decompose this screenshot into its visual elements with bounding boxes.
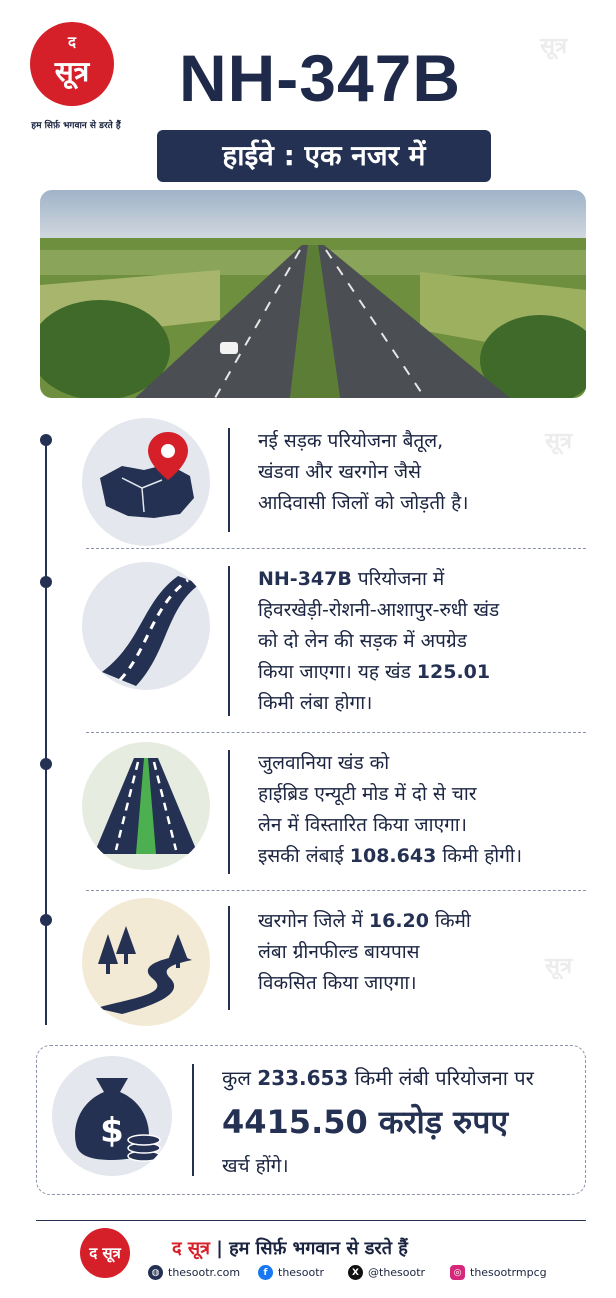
footer-brand <box>172 1236 408 1260</box>
map-pin-icon <box>82 418 210 546</box>
cost-end: खर्च होंगे। <box>222 1155 289 1177</box>
item-line: इसकी लंबाई <box>258 845 344 867</box>
length-value: 16.20 <box>368 910 429 932</box>
facebook-link[interactable] <box>258 1265 324 1280</box>
trees-road-icon <box>82 898 210 1026</box>
footer-separator: | <box>216 1238 223 1259</box>
timeline-dot <box>40 576 52 588</box>
highway-photo <box>40 190 586 398</box>
item-2-text <box>258 564 598 719</box>
page-subtitle: हाईवे : एक नजर में <box>157 130 491 182</box>
cost-amount: 4415.50 करोड़ रुपए <box>222 1103 509 1141</box>
length-value: 108.643 <box>349 845 437 867</box>
timeline-dot <box>40 758 52 770</box>
footer-logo: द सूत्र <box>80 1228 130 1278</box>
instagram-icon: ◎ <box>450 1265 465 1280</box>
x-text: @thesootr <box>368 1266 426 1279</box>
item-line: किमी <box>435 910 471 932</box>
item-line: लेन में विस्तारित किया जाएगा। <box>258 814 467 836</box>
total-length: 233.653 <box>257 1066 349 1090</box>
x-link[interactable] <box>348 1265 425 1280</box>
item-separator <box>86 548 586 549</box>
curved-road-icon <box>82 562 210 690</box>
website-text: thesootr.com <box>168 1266 241 1279</box>
item-line: किमी लंबा होगा। <box>258 692 373 714</box>
brand-tagline: हम सिर्फ़ भगवान से डरते हैं <box>31 121 121 131</box>
item-1-text <box>258 426 598 519</box>
logo-letter: द <box>68 33 76 51</box>
item-line: किया जाएगा। यह खंड <box>258 661 411 683</box>
item-line: लंबा ग्रीनफील्ड बायपास <box>258 941 420 963</box>
item-line: नई सड़क परियोजना बैतूल, <box>258 430 444 452</box>
logo-word: सूत्र <box>54 55 90 88</box>
timeline-line <box>45 440 47 1025</box>
item-line: हिवरखेड़ी-रोशनी-आशापुर-रुधी खंड <box>258 599 500 621</box>
item-3-text <box>258 748 598 872</box>
watermark: सूत्र <box>540 34 568 59</box>
timeline-dot <box>40 434 52 446</box>
brand-logo <box>30 22 114 106</box>
cost-prefix: कुल <box>222 1066 251 1090</box>
facebook-icon: f <box>258 1265 273 1280</box>
item-divider <box>228 750 230 874</box>
website-link[interactable] <box>148 1265 240 1280</box>
watermark: सूत्र <box>545 429 573 454</box>
item-4-text <box>258 906 598 999</box>
globe-icon: ◍ <box>148 1265 163 1280</box>
item-line: विकसित किया जाएगा। <box>258 972 417 994</box>
x-icon: X <box>348 1265 363 1280</box>
item-divider <box>228 428 230 532</box>
item-line: आदिवासी जिलों को जोड़ती है। <box>258 492 469 514</box>
footer-divider <box>36 1220 586 1221</box>
item-line: हाईब्रिड एन्यूटी मोड में दो से चार <box>258 783 477 805</box>
item-line: खंडवा और खरगोन जैसे <box>258 461 421 483</box>
item-line: को दो लेन की सड़क में अपग्रेड <box>258 630 467 652</box>
cost-divider <box>192 1064 194 1176</box>
cost-line-1 <box>222 1064 534 1091</box>
item-line: खरगोन जिले में <box>258 910 363 932</box>
item-line: जुलवानिया खंड को <box>258 752 390 774</box>
facebook-text: thesootr <box>278 1266 325 1279</box>
item-line: परियोजना में <box>351 568 445 590</box>
item-separator <box>86 890 586 891</box>
money-bag-icon <box>52 1056 172 1176</box>
project-name: NH-347B <box>258 568 352 590</box>
item-divider <box>228 566 230 716</box>
item-separator <box>86 732 586 733</box>
item-divider <box>228 906 230 1010</box>
item-line: किमी होगी। <box>442 845 523 867</box>
instagram-text: thesootrmpcg <box>470 1266 547 1279</box>
cost-suffix: किमी लंबी परियोजना पर <box>354 1066 534 1090</box>
instagram-link[interactable] <box>450 1265 547 1280</box>
footer-tagline: हम सिर्फ़ भगवान से डरते हैं <box>229 1238 408 1259</box>
watermark: सूत्र <box>545 954 573 979</box>
timeline-dot <box>40 914 52 926</box>
straight-road-icon <box>82 742 210 870</box>
length-value: 125.01 <box>416 661 491 683</box>
footer-brand-name: द सूत्र <box>172 1238 210 1259</box>
page-title: NH-347B <box>178 41 462 115</box>
svg-text:$: $ <box>100 1111 124 1151</box>
